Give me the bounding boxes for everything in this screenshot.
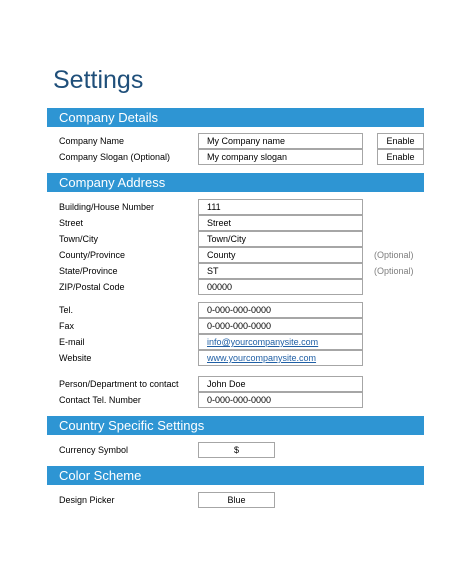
website-label: Website: [59, 353, 92, 363]
street-field[interactable]: Street: [198, 215, 363, 231]
state-optional-note: (Optional): [374, 266, 414, 276]
state-province-label: State/Province: [59, 266, 118, 276]
email-label: E-mail: [59, 337, 85, 347]
currency-symbol-label: Currency Symbol: [59, 445, 129, 455]
page-title: Settings: [53, 66, 144, 94]
company-slogan-label: Company Slogan (Optional): [59, 152, 171, 162]
section-header-company-details: Company Details: [47, 108, 424, 127]
section-header-country-settings: Country Specific Settings: [47, 416, 424, 435]
website-field[interactable]: www.yourcompanysite.com: [198, 350, 363, 366]
contact-person-field[interactable]: John Doe: [198, 376, 363, 392]
county-province-field[interactable]: County: [198, 247, 363, 263]
currency-symbol-field[interactable]: $: [198, 442, 275, 458]
tel-field[interactable]: 0-000-000-0000: [198, 302, 363, 318]
contact-tel-label: Contact Tel. Number: [59, 395, 141, 405]
fax-field[interactable]: 0-000-000-0000: [198, 318, 363, 334]
state-province-field[interactable]: ST: [198, 263, 363, 279]
contact-person-label: Person/Department to contact: [59, 379, 179, 389]
design-picker-label: Design Picker: [59, 495, 115, 505]
county-optional-note: (Optional): [374, 250, 414, 260]
county-province-label: County/Province: [59, 250, 126, 260]
zip-code-field[interactable]: 00000: [198, 279, 363, 295]
section-header-company-address: Company Address: [47, 173, 424, 192]
company-slogan-field[interactable]: My company slogan: [198, 149, 363, 165]
design-picker-select[interactable]: Blue: [198, 492, 275, 508]
contact-tel-field[interactable]: 0-000-000-0000: [198, 392, 363, 408]
company-name-label: Company Name: [59, 136, 125, 146]
tel-label: Tel.: [59, 305, 74, 315]
company-name-field[interactable]: My Company name: [198, 133, 363, 149]
town-city-label: Town/City: [59, 234, 99, 244]
building-number-field[interactable]: 111: [198, 199, 363, 215]
email-field[interactable]: info@yourcompanysite.com: [198, 334, 363, 350]
fax-label: Fax: [59, 321, 75, 331]
section-header-color-scheme: Color Scheme: [47, 466, 424, 485]
town-city-field[interactable]: Town/City: [198, 231, 363, 247]
street-label: Street: [59, 218, 84, 228]
building-number-label: Building/House Number: [59, 202, 155, 212]
zip-code-label: ZIP/Postal Code: [59, 282, 125, 292]
company-name-enable-button[interactable]: Enable: [377, 133, 424, 149]
company-slogan-enable-button[interactable]: Enable: [377, 149, 424, 165]
